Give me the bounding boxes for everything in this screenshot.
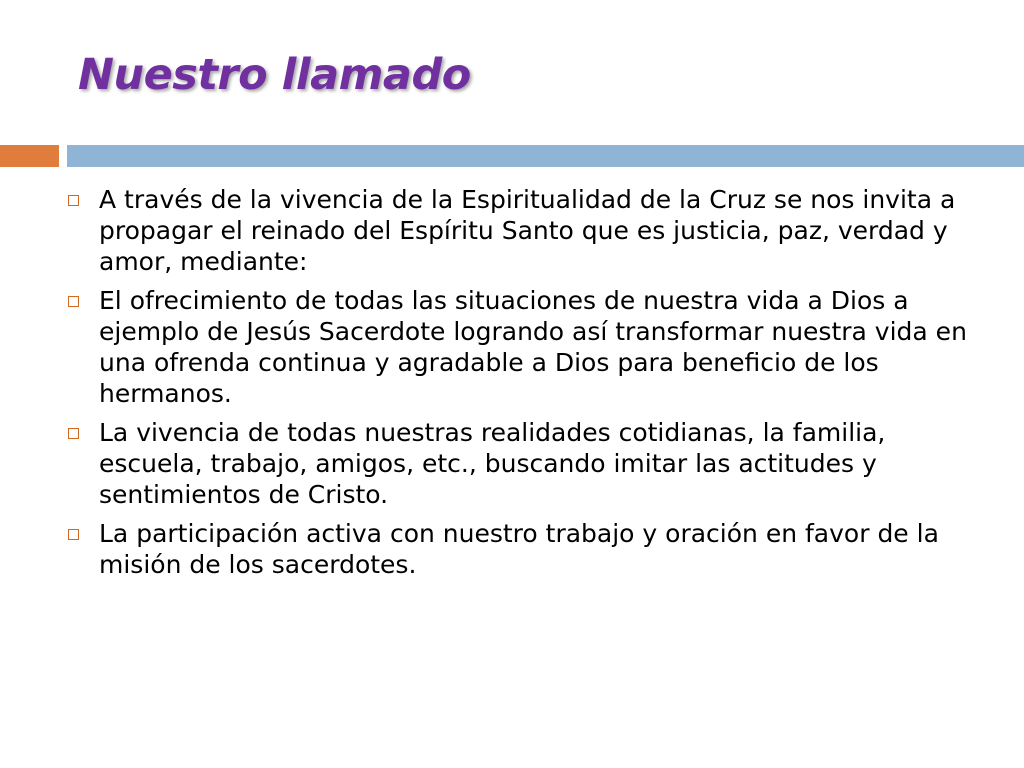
hollow-square-bullet-icon — [68, 296, 79, 307]
bullet-item — [64, 285, 994, 409]
bullet-text: El ofrecimiento de todas las situaciones de nuestra vida a Dios a ejemplo de Jesús Sacerdote logrando así transformar nuestra vida en una ofrenda continua y agradable a Dios para beneficio de los hermanos. — [99, 286, 967, 408]
hollow-square-bullet-icon — [68, 195, 79, 206]
bullet-item — [64, 518, 994, 580]
bullet-text: La participación activa con nuestro trabajo y oración en favor de la misión de los sacerdotes. — [99, 519, 939, 579]
hollow-square-bullet-icon — [68, 529, 79, 540]
bullet-item — [64, 417, 994, 510]
slide-title: Nuestro llamado — [78, 50, 471, 100]
accent-bar-orange — [0, 145, 59, 167]
bullet-text: A través de la vivencia de la Espiritualidad de la Cruz se nos invita a propagar el reinado del Espíritu Santo que es justicia, paz, verdad y amor, mediante: — [99, 185, 956, 276]
accent-bar-blue — [67, 145, 1024, 167]
bullet-item — [64, 184, 994, 277]
bullet-text: La vivencia de todas nuestras realidades cotidianas, la familia, escuela, trabajo, amigos, etc., buscando imitar las actitudes y sentimientos de Cristo. — [99, 418, 886, 509]
hollow-square-bullet-icon — [68, 428, 79, 439]
bullet-list — [64, 184, 994, 588]
